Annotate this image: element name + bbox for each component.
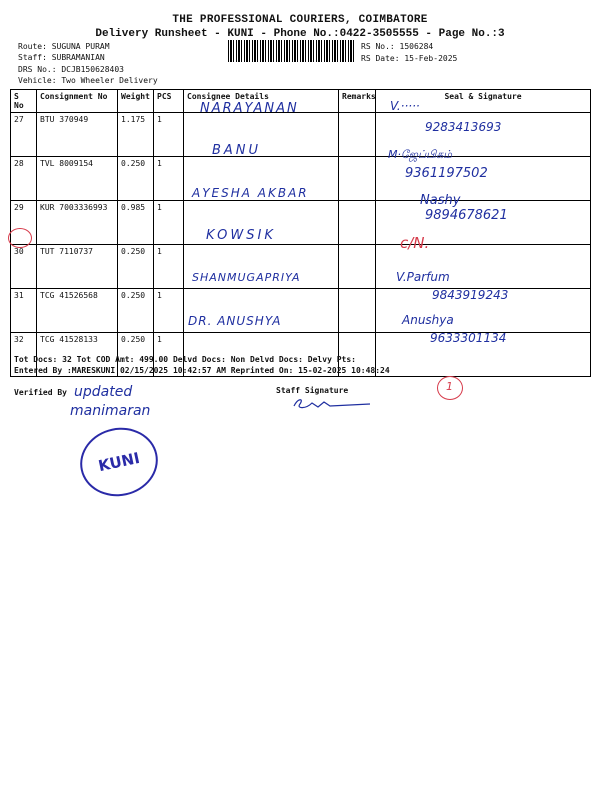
cell-pcs: 1 (154, 157, 184, 201)
cell-sno: 28 (11, 157, 37, 201)
cell-weight: 0.250 (118, 333, 154, 377)
handwritten-phone: 9843919243 (432, 288, 509, 302)
cell-consignment: TCG 41528133 (37, 333, 118, 377)
handwritten-consignee: NARAYANAN (200, 101, 299, 116)
handwritten-signature: Anushya (402, 313, 454, 327)
handwritten-signature: V.····· (390, 99, 420, 113)
drs-number: DRS No.: DCJB150628403 (18, 65, 124, 74)
col-header: PCS (154, 90, 184, 113)
company-name: THE PROFESSIONAL COURIERS, COIMBATORE (172, 14, 428, 26)
rs-number: RS No.: 1506284 (361, 42, 434, 51)
cell-consignment: KUR 7003336993 (37, 201, 118, 245)
runsheet-title: Delivery Runsheet - KUNI - Phone No.:0422-3505555 - Page No.:3 (95, 28, 505, 40)
cell-weight: 0.250 (118, 289, 154, 333)
red-handwritten-number: 1 (446, 380, 453, 393)
stamp-label: KUNI (96, 448, 142, 476)
cell-consignment: TUT 7110737 (37, 245, 118, 289)
cell-sno: 31 (11, 289, 37, 333)
entered-line: Entered By :MARESKUNI 02/15/2025 10:42:57 AM Reprinted On: 15-02-2025 10:48:24 (14, 366, 390, 375)
col-header: Weight (118, 90, 154, 113)
kuni-stamp (74, 421, 164, 504)
handwritten-consignee: SHANMUGAPRIYA (192, 271, 301, 284)
cell-sno: 32 (11, 333, 37, 377)
handwritten-phone: 9361197502 (405, 166, 488, 181)
cell-remarks (339, 201, 376, 245)
cell-consignment: BTU 370949 (37, 113, 118, 157)
barcode-image (228, 40, 356, 62)
col-header: Seal & Signature (376, 90, 591, 113)
staff-text: Staff: SUBRAMANIAN (18, 53, 105, 62)
cell-pcs: 1 (154, 245, 184, 289)
handwritten-verifier-name: manimaran (70, 403, 151, 419)
cell-remarks (339, 113, 376, 157)
col-header: Consignee Details (184, 90, 339, 113)
table-header-row (11, 90, 591, 113)
handwritten-verified-note: updated (74, 384, 133, 400)
cell-remarks (339, 289, 376, 333)
cell-remarks (339, 245, 376, 289)
cell-pcs: 1 (154, 201, 184, 245)
cell-consignment: TCG 41526568 (37, 289, 118, 333)
cell-pcs: 1 (154, 333, 184, 377)
handwritten-consignee: KOWSIK (206, 228, 276, 243)
totals-line: Tot Docs: 32 Tot COD Amt: 499.00 Delvd Docs: Non Delvd Docs: Delvy Pts: (14, 355, 356, 364)
col-header: Consignment No (37, 90, 118, 113)
col-header: Remarks (339, 90, 376, 113)
col-header: S No (11, 90, 37, 113)
cell-pcs: 1 (154, 289, 184, 333)
handwritten-phone: 9894678621 (425, 208, 508, 223)
table-row (11, 113, 591, 157)
red-circle-mark (8, 228, 32, 248)
handwritten-consignee: BANU (212, 143, 262, 158)
staff-signature-scribble (290, 396, 375, 412)
route-text: Route: SUGUNA PURAM (18, 42, 110, 51)
handwritten-consignee: DR. ANUSHYA (188, 314, 282, 328)
vehicle-text: Vehicle: Two Wheeler Delivery (18, 76, 158, 85)
handwritten-phone: 9633301134 (430, 331, 507, 345)
cell-sno: 30 (11, 245, 37, 289)
cell-remarks (339, 157, 376, 201)
handwritten-phone: 9283413693 (425, 120, 502, 134)
cell-weight: 0.985 (118, 201, 154, 245)
rs-date: RS Date: 15-Feb-2025 (361, 54, 458, 63)
cell-consignment: TVL 8009154 (37, 157, 118, 201)
handwritten-signature: V.Parfum (396, 270, 450, 284)
handwritten-signature: M·ஜேப்பிகம் (388, 148, 453, 161)
cell-pcs: 1 (154, 113, 184, 157)
handwritten-signature: c/N. (400, 234, 430, 252)
cell-weight: 0.250 (118, 157, 154, 201)
cell-sno: 29 (11, 201, 37, 245)
handwritten-consignee: AYESHA AKBAR (192, 186, 309, 200)
handwritten-signature: Nashy (420, 193, 461, 208)
cell-weight: 1.175 (118, 113, 154, 157)
cell-weight: 0.250 (118, 245, 154, 289)
staff-signature-label: Staff Signature (276, 386, 349, 395)
cell-sno: 27 (11, 113, 37, 157)
verified-by-label: Verified By (14, 388, 67, 397)
